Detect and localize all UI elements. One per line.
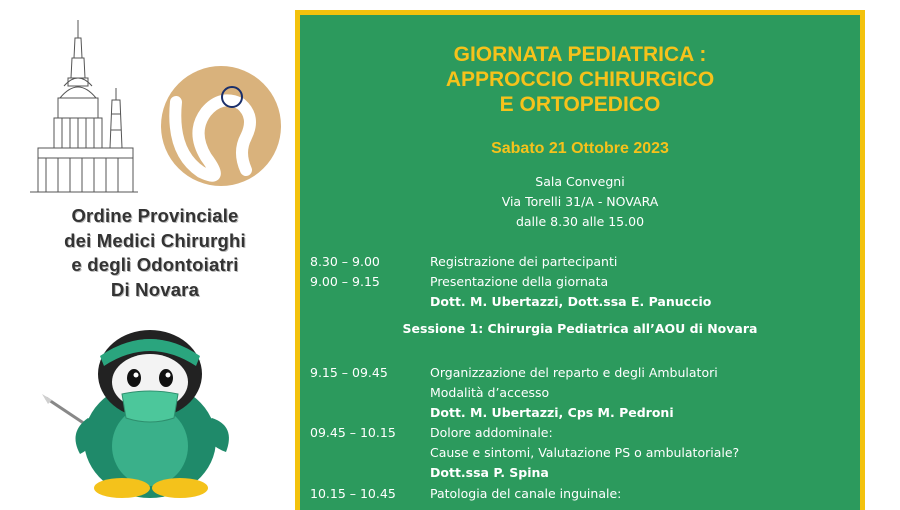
event-venue: [300, 172, 860, 232]
program-row: [300, 443, 860, 463]
venue-line-1: Sala Convegni: [535, 174, 625, 189]
program-text: Cause e sintomi, Valutazione PS o ambulatoriale?: [430, 445, 740, 460]
program-text: Modalità d’accesso: [430, 385, 550, 400]
org-line-2: dei Medici Chirurghi: [64, 229, 246, 251]
org-line-3: e degli Odontoiatri: [71, 254, 239, 275]
program-text: Organizzazione del reparto e degli Ambulatori: [430, 365, 718, 380]
event-date: Sabato 21 Ottobre 2023: [491, 140, 669, 157]
session-heading: Sessione 1: Chirurgia Pediatrica all’AOU di Novara: [402, 321, 758, 336]
event-title-line-3: E ORTOPEDICO: [499, 93, 661, 116]
program-row: [300, 292, 860, 312]
venue-line-3: dalle 8.30 alle 15.00: [515, 214, 645, 229]
cathedral-illustration: [28, 18, 140, 196]
program-row: [300, 403, 860, 423]
program-time: 9.15 – 09.45: [310, 365, 388, 380]
org-line-1: Ordine Provinciale: [71, 205, 239, 226]
program-text: Patologia del canale inguinale:: [430, 486, 622, 501]
program-time: 9.00 – 9.15: [310, 274, 380, 289]
program-row: [300, 252, 860, 272]
program-row: [300, 363, 860, 383]
program-row: [300, 484, 860, 504]
program-text: Dolore addominale:: [430, 425, 553, 440]
program-speakers: Dott.ssa P. Spina: [430, 465, 549, 480]
penguin-surgeon-mascot: [40, 322, 262, 500]
program-time: 10.15 – 10.45: [310, 486, 396, 501]
org-line-4: Di Novara: [110, 278, 200, 300]
program-speakers: Dott. M. Ubertazzi, Dott.ssa E. Panuccio: [430, 294, 712, 309]
event-panel: [295, 10, 865, 510]
left-column: [0, 0, 295, 500]
program-row: [300, 463, 860, 483]
venue-line-2: Via Torelli 31/A - NOVARA: [501, 194, 659, 209]
program-text: Presentazione della giornata: [430, 274, 609, 289]
order-logo: [146, 62, 288, 190]
program-text: Registrazione dei partecipanti: [430, 254, 618, 269]
program-time: 09.45 – 10.15: [310, 425, 396, 440]
event-title-line-1: GIORNATA PEDIATRICA :: [453, 43, 707, 66]
program-row: [300, 383, 860, 403]
program-time: 8.30 – 9.00: [310, 254, 380, 269]
program-row: [300, 423, 860, 443]
organization-name: [20, 204, 290, 302]
event-title-line-2: APPROCCIO CHIRURGICO: [445, 68, 715, 91]
program-row: [300, 272, 860, 292]
program-speakers: Dott. M. Ubertazzi, Cps M. Pedroni: [430, 405, 674, 420]
